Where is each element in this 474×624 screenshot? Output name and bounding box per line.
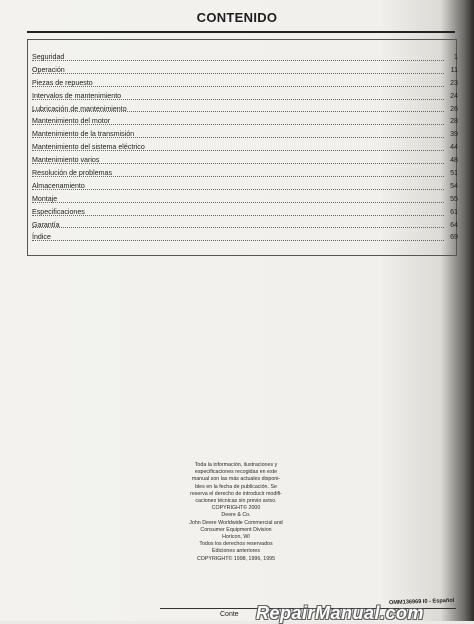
toc-entry-label: Resolución de problemas — [32, 169, 113, 178]
copyright-line: especificaciones recogidas en este — [194, 469, 278, 476]
copyright-line: Deere & Co. — [221, 512, 251, 519]
toc-entry-page: 61 — [450, 207, 458, 216]
toc-entry-label: Operación — [32, 65, 65, 74]
toc-entry-label: Índice — [32, 233, 51, 242]
copyright-line: caciones técnicas sin previo aviso. — [195, 498, 277, 505]
toc-box — [27, 39, 457, 256]
copyright-line: COPYRIGHT© 1998, 1996, 1995 — [196, 555, 276, 562]
copyright-line: Ediciones anteriores — [212, 548, 260, 555]
toc-entry-page: 39 — [450, 130, 458, 139]
toc-entry-label: Seguridad — [32, 53, 65, 61]
dot-leader — [32, 189, 444, 190]
dot-leader — [32, 202, 444, 203]
toc-entry-label: Montaje — [32, 194, 58, 203]
toc-entry — [28, 193, 456, 206]
toc-entry — [28, 206, 456, 219]
toc-entry — [28, 231, 456, 244]
toc-entry-page: 44 — [450, 143, 458, 152]
footer-label: Conte — [220, 611, 239, 618]
copyright-line: Consumer Equipment Division — [200, 526, 272, 533]
copyright-line: COPYRIGHT© 2000 — [211, 505, 261, 512]
copyright-line: John Deere Worldwide Commercial and — [189, 519, 283, 526]
toc-entry-page: 51 — [450, 169, 458, 178]
toc-entry-label: Mantenimiento del motor — [32, 117, 111, 126]
dot-leader — [32, 60, 444, 61]
toc-entry — [28, 154, 456, 167]
toc-entry-page: 1 — [454, 53, 458, 61]
copyright-line: reserva el derecho de introducir modifi- — [190, 490, 282, 497]
toc-entry — [28, 103, 456, 116]
dot-leader — [32, 215, 444, 216]
toc-entry — [28, 180, 456, 193]
toc-entry-label: Mantenimiento de la transmisión — [32, 130, 135, 139]
toc-entry-page: 69 — [450, 233, 458, 242]
dot-leader — [32, 227, 444, 228]
dot-leader — [32, 240, 444, 241]
toc-entry-page: 28 — [450, 117, 458, 126]
toc-entry — [28, 167, 456, 180]
copyright-line: manual son las más actuales disponi- — [191, 476, 281, 483]
toc-entry-page: 23 — [450, 78, 458, 87]
toc-entry — [28, 219, 456, 232]
toc-entry-label: Lubricación de mantenimiento — [32, 104, 127, 113]
toc-entry — [28, 64, 456, 77]
toc-entry — [28, 115, 456, 128]
copyright-line: Toda la información, ilustraciones y — [194, 462, 278, 468]
copyright-line: Horicon, WI — [222, 534, 250, 541]
toc-entry-page: 54 — [450, 181, 458, 190]
document-code: OMM136969 I0 - Español — [388, 597, 455, 607]
toc-entry-label: Garantía — [32, 220, 60, 229]
toc-entry — [28, 77, 456, 90]
toc-entry — [28, 128, 456, 141]
toc-entry-label: Mantenimiento varios — [32, 156, 100, 165]
copyright-line: Todos los derechos reservados — [199, 541, 273, 548]
toc-entry-label: Mantenimiento del sistema eléctrico — [32, 143, 145, 152]
copyright-notice — [176, 462, 296, 563]
toc-entry-page: 48 — [450, 156, 458, 165]
toc-entry-label: Especificaciones — [32, 207, 85, 216]
toc-entry-page: 26 — [450, 104, 458, 113]
copyright-line: bles en la fecha de publicación. Se — [195, 483, 277, 490]
toc-entry-page: 64 — [450, 220, 458, 229]
toc-entry — [28, 90, 456, 103]
toc-entry-page: 24 — [450, 91, 458, 100]
title-underline — [27, 31, 455, 33]
toc-entry-label: Almacenamiento — [32, 181, 85, 190]
toc-entry-page: 55 — [450, 194, 458, 203]
toc-list — [28, 51, 456, 244]
page-title: CONTENIDO — [196, 10, 278, 25]
watermark-logo: RepairManual.com — [256, 603, 425, 623]
dot-leader — [32, 73, 444, 74]
toc-entry — [28, 51, 456, 64]
toc-entry — [28, 141, 456, 154]
dot-leader — [32, 86, 444, 87]
toc-entry-label: Intervalos de mantenimiento — [32, 91, 122, 100]
toc-entry-page: 11 — [450, 65, 458, 74]
toc-entry-label: Piezas de repuesto — [32, 78, 93, 87]
